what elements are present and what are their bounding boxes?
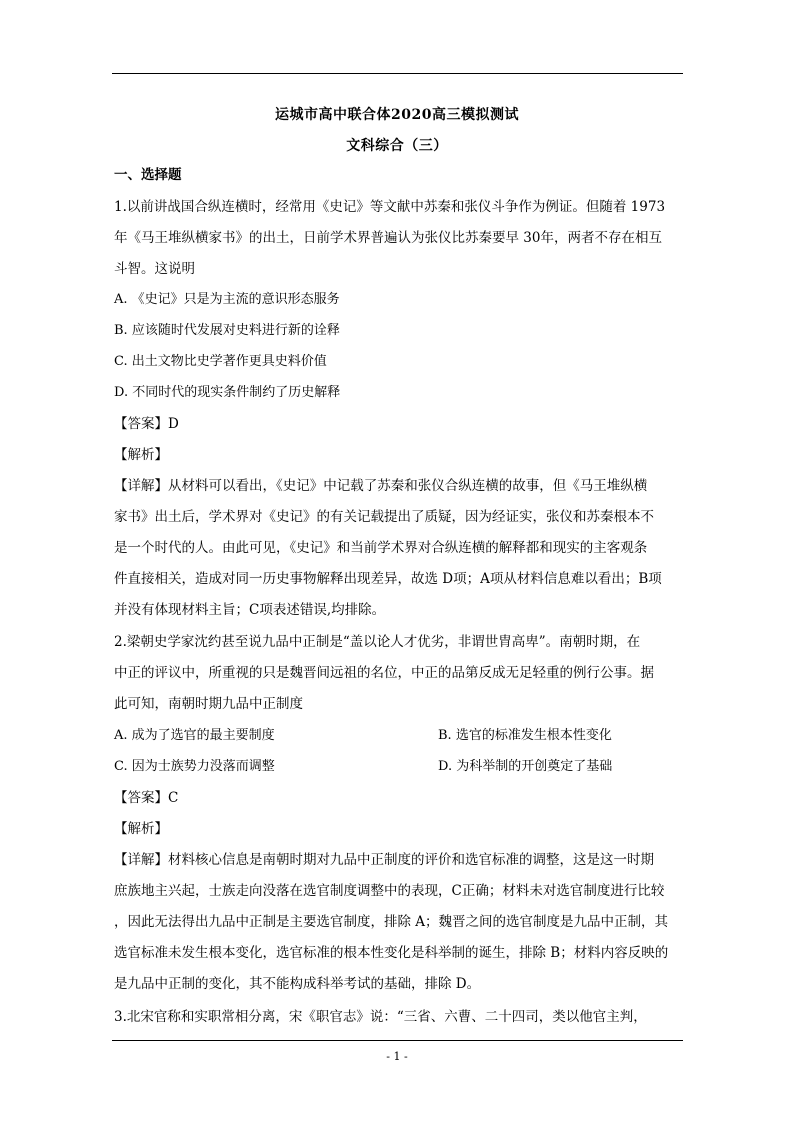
q1-option-d: D. 不同时代的现实条件制约了历史解释 [114,385,341,400]
section-heading: 一、选择题 [114,167,182,183]
q1-stem-line: 斗智。这说明 [114,261,195,277]
q1-stem-line: 1.以前讲战国合纵连横时，经常用《史记》等文献中苏秦和张仪斗争作为例证。但随着 1973 [114,199,666,215]
q2-detail-line: 选官标准未发生根本变化，选官标准的根本性变化是科举制的诞生，排除 B；材料内容反映的 [114,945,669,961]
q1-option-a: A. 《史记》只是为主流的意识形态服务 [114,292,340,307]
page-number: - 1 - [386,1050,408,1063]
q1-detail-line: 件直接相关，造成对同一历史事物解释出现差异，故选 D项；A项从材料信息难以看出；B项 [114,571,662,587]
q1-option-b: B. 应该随时代发展对史料进行新的诠释 [114,323,340,338]
q1-detail-line: 【详解】从材料可以看出，《史记》中记载了苏秦和张仪合纵连横的故事，但《马王堆纵横 [114,478,648,494]
q1-analysis-label: 【解析】 [114,447,168,463]
q1-detail-line: 家书》出土后，学术界对《史记》的有关记载提出了质疑，因为经证实，张仪和苏秦根本不 [114,509,654,525]
q1-detail-line: 并没有体现材料主旨；C项表述错误,均排除。 [114,602,386,618]
q1-stem-line: 年《马王堆纵横家书》的出土，日前学术界普遍认为张仪比苏秦要早 30年，两者不存在相互 [114,230,662,246]
q2-stem-line: 中正的评议中，所重视的只是魏晋间远祖的名位，中正的品第反成无足轻重的例行公事。据 [114,665,654,681]
header-rule [112,73,683,74]
document-subtitle: 文科综合（三） [346,138,448,154]
q2-analysis-label: 【解析】 [114,821,168,837]
document-title: 运城市高中联合体2020高三模拟测试 [275,107,519,123]
q2-detail-line: 【详解】材料核心信息是南朝时期对九品中正制度的评价和选官标准的调整，这是这一时期 [114,852,654,868]
q2-option-c: C. 因为士族势力没落而调整 [114,759,275,774]
q2-stem-line: 此可知，南朝时期九品中正制度 [114,696,303,712]
q3-stem-line: 3.北宋官称和实职常相分离，宋《职官志》说：“三省、六曹、二十四司，类以他官主判， [114,1009,647,1025]
footer-rule [112,1040,683,1041]
q2-detail-line: ，因此无法得出九品中正制是主要选官制度，排除 A；魏晋之间的选官制度是九品中正制，其 [114,914,669,930]
q2-option-b: B. 选官的标准发生根本性变化 [438,728,612,743]
q2-option-a: A. 成为了选官的最主要制度 [114,728,275,743]
q2-stem-line: 2.梁朝史学家沈约甚至说九品中正制是“盖以论人才优劣，非谓世胄高卑”。南朝时期，在 [114,634,641,650]
q1-answer: 【答案】D [114,416,179,432]
q2-detail-line: 庶族地主兴起，士族走向没落在选官制度调整中的表现，C正确；材料未对选官制度进行比较 [114,883,665,899]
q2-detail-line: 是九品中正制的变化，其不能构成科举考试的基础，排除 D。 [114,976,481,992]
q2-option-d: D. 为科举制的开创奠定了基础 [438,759,613,774]
q2-answer: 【答案】C [114,790,179,806]
q1-option-c: C. 出土文物比史学著作更具史料价值 [114,354,327,369]
q1-detail-line: 是一个时代的人。由此可见，《史记》和当前学术界对合纵连横的解释都和现实的主客观条 [114,540,648,556]
